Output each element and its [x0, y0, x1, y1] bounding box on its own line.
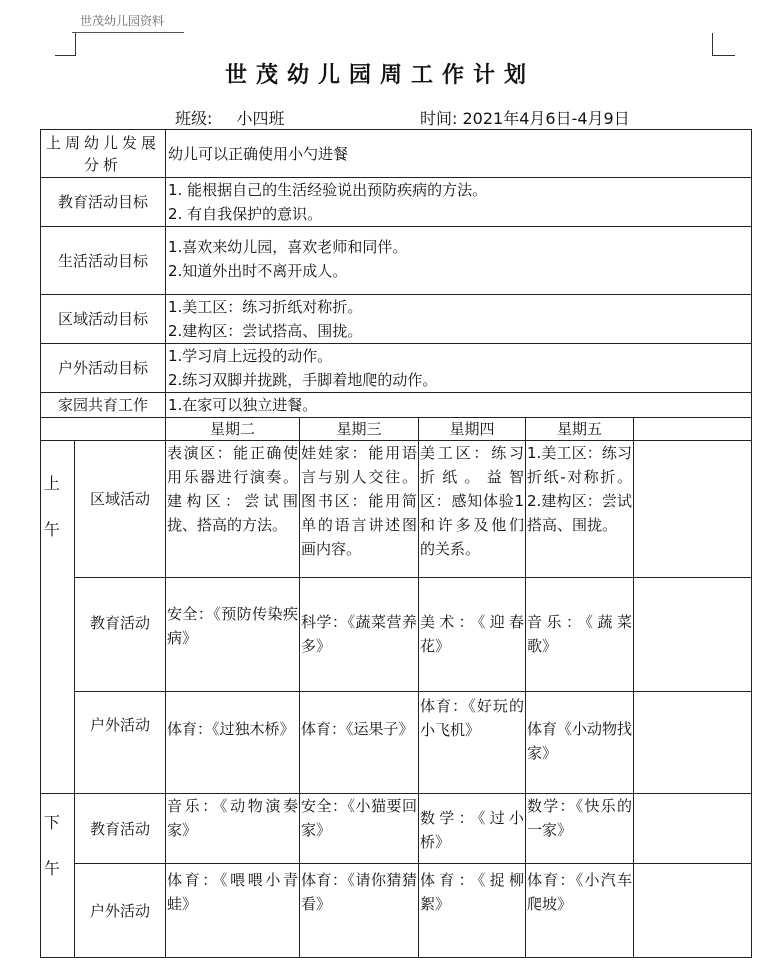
plan-cell: 体育：《喂喂小青蛙》: [166, 864, 300, 958]
afternoon-label: [41, 794, 75, 958]
plan-cell: 音乐：《动物演奏家》: [166, 794, 300, 864]
plan-cell: [634, 441, 752, 578]
afternoon-row-outdoor: [41, 864, 752, 958]
header-rule: [72, 32, 184, 33]
plan-cell: [634, 692, 752, 794]
goal-content: [166, 344, 752, 393]
class-value: 小四班: [218, 106, 304, 130]
morning-row-area: [41, 441, 752, 578]
goal-row-education: [41, 178, 752, 227]
goal-line: 1.美工区：练习折纸对称折。: [168, 298, 363, 316]
goal-label: 区域活动目标: [41, 295, 166, 344]
afternoon-text: 下午: [44, 813, 61, 878]
goal-row-area: [41, 295, 752, 344]
page-title: 世茂幼儿园周工作计划: [224, 63, 535, 88]
morning-text: 上午: [44, 474, 61, 539]
plan-cell: [634, 794, 752, 864]
goal-label: 上周幼儿发展分析: [41, 130, 166, 178]
plan-cell: [634, 864, 752, 958]
plan-cell: 科学：《蔬菜营养多》: [300, 578, 419, 692]
row-label: 教育活动: [75, 794, 166, 864]
afternoon-row-education: [41, 794, 752, 864]
plan-cell: 安全：《小猫要回家》: [300, 794, 419, 864]
goal-row-analysis: [41, 130, 752, 178]
plan-cell: 娃娃家：能用语言与别人交往。图书区：能用简单的语言讲述图画内容。: [300, 441, 419, 578]
plan-cell: [634, 578, 752, 692]
class-label: 班级:: [175, 109, 213, 128]
day-header-row: [41, 418, 752, 441]
row-label: 教育活动: [75, 578, 166, 692]
plan-cell: 1.美工区：练习折纸-对称折。2.建构区：尝试搭高、围拢。: [526, 441, 634, 578]
day-header: 星期三: [300, 418, 419, 441]
plan-cell: 体育：《小汽车爬坡》: [526, 864, 634, 958]
goal-line: 2. 有自我保护的意识。: [168, 205, 323, 223]
goal-content: [166, 393, 752, 418]
plan-cell: 美工区：练习折纸。益智区：感知体验1和许多及他们的关系。: [419, 441, 526, 578]
plan-cell: 体育：《请你猜猜看》: [300, 864, 419, 958]
crop-mark-right: [712, 33, 735, 56]
corner-cell: [41, 418, 166, 441]
goal-line: 1.学习肩上远投的动作。: [168, 347, 333, 365]
time-value: 2021年4月6日-4月9日: [462, 109, 630, 128]
goal-label: 教育活动目标: [41, 178, 166, 227]
goal-label: 户外活动目标: [41, 344, 166, 393]
day-header: 星期二: [166, 418, 300, 441]
morning-label: [41, 441, 75, 794]
goal-label: 生活活动目标: [41, 227, 166, 295]
plan-cell: 美术：《迎春花》: [419, 578, 526, 692]
goal-row-home: [41, 393, 752, 418]
day-header: [634, 418, 752, 441]
crop-mark-left: [55, 33, 76, 56]
goal-row-life: [41, 227, 752, 295]
plan-cell: 体育：《好玩的小飞机》: [419, 692, 526, 794]
plan-cell: 表演区：能正确使用乐器进行演奏。建构区：尝试围拢、搭高的方法。: [166, 441, 300, 578]
plan-cell: 音乐：《蔬菜歌》: [526, 578, 634, 692]
goal-line: 1.在家可以独立进餐。: [168, 396, 318, 414]
plan-cell: 体育《小动物找家》: [526, 692, 634, 794]
morning-row-outdoor: [41, 692, 752, 794]
goal-content: [166, 227, 752, 295]
goal-line: 1.喜欢来幼儿园，喜欢老师和同伴。: [168, 238, 408, 256]
time-label: 时间:: [420, 109, 458, 128]
day-header: 星期四: [419, 418, 526, 441]
plan-cell: 体育：《过独木桥》: [166, 692, 300, 794]
plan-cell: 体育：《运果子》: [300, 692, 419, 794]
goal-content: [166, 178, 752, 227]
goal-content: [166, 295, 752, 344]
plan-cell: 安全：《预防传染疾病》: [166, 578, 300, 692]
time-info: [420, 106, 630, 129]
goal-line: 2.练习双脚并拢跳，手脚着地爬的动作。: [168, 371, 438, 389]
goal-line: 幼儿可以正确使用小勺进餐: [168, 144, 349, 163]
plan-cell: 数学：《快乐的一家》: [526, 794, 634, 864]
weekly-plan-table: [40, 129, 752, 958]
class-info: [175, 106, 304, 130]
goal-line: 2.建构区：尝试搭高、围拢。: [168, 322, 363, 340]
plan-cell: 体育：《捉柳絮》: [419, 864, 526, 958]
goal-line: 1. 能根据自己的生活经验说出预防疾病的方法。: [168, 181, 488, 199]
morning-row-education: [41, 578, 752, 692]
goal-row-outdoor: [41, 344, 752, 393]
header-note: 世茂幼儿园资料: [80, 14, 165, 28]
day-header: 星期五: [526, 418, 634, 441]
row-label: 户外活动: [75, 692, 166, 794]
goal-content: [166, 130, 752, 178]
goal-label: 家园共育工作: [41, 393, 166, 418]
goal-line: 2.知道外出时不离开成人。: [168, 262, 348, 280]
row-label: 区域活动: [75, 441, 166, 578]
row-label: 户外活动: [75, 864, 166, 958]
plan-cell: 数学：《过小桥》: [419, 794, 526, 864]
